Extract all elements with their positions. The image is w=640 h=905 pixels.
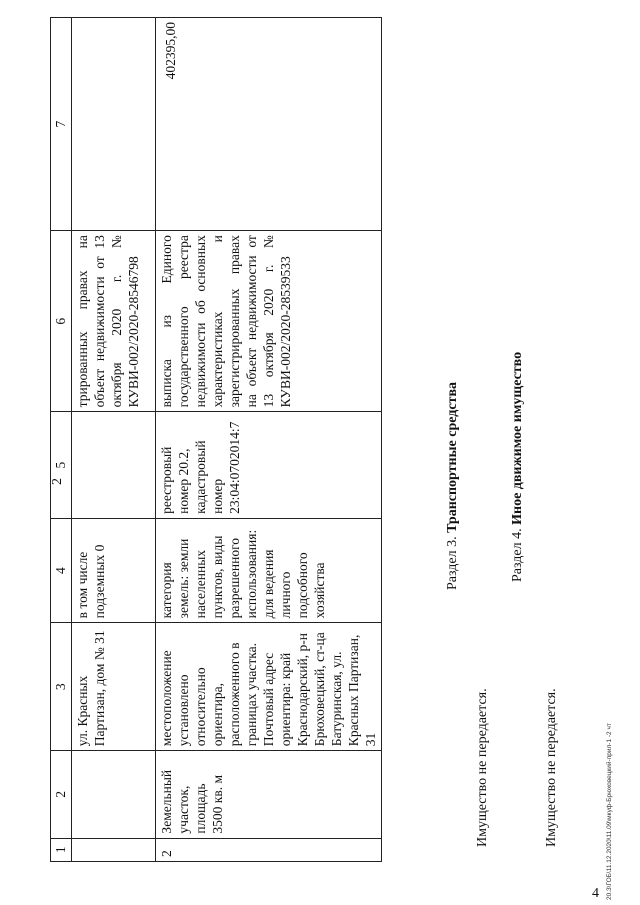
table-cell: категория земель: земли населенных пунктов, виды разрешенного использования: для ведения личного подсобного хозяйства xyxy=(156,518,382,622)
section-4-note: Имущество не передается. xyxy=(544,688,559,847)
section-3-heading: Раздел 3. Транспортные средства xyxy=(445,382,460,590)
rotated-content xyxy=(20,20,620,880)
table-cell xyxy=(72,18,156,231)
table-cell: ул. Красных Партизан, дом № 31 xyxy=(72,623,156,751)
row-number: 2 xyxy=(156,838,382,861)
value-cell: 402395,00 xyxy=(156,18,382,231)
column-header: 4 xyxy=(51,518,72,622)
table-row xyxy=(72,18,156,862)
table-cell: трированных правах на объект недвижимости от 13 октября 2020 г. № КУВИ-002/2020-28546798 xyxy=(72,231,156,412)
section-3-title: Транспортные средства xyxy=(445,382,460,533)
column-header: 3 xyxy=(51,623,72,751)
property-table xyxy=(50,17,382,862)
section-3-note: Имущество не передается. xyxy=(475,688,490,847)
table-cell: в том числе подземных 0 xyxy=(72,518,156,622)
table-row xyxy=(156,18,382,862)
file-stamp: 20.3\ГОБ\11.12.2020\11.09\мкуф-Брюховецкий-прил-1 -2 чт xyxy=(606,723,613,900)
column-header: 1 xyxy=(51,838,72,861)
sheet-number: 4 xyxy=(592,886,599,901)
table-cell xyxy=(72,751,156,838)
section-4-title: Иное движимое имущество xyxy=(510,351,525,525)
table-cell: выписка из Единого государственного реестра недвижимости об основных характеристиках и зарегистрированных правах на объект недвижимости от 13 октября 2020 г. № КУВИ-002/2020-28539533 xyxy=(156,231,382,412)
column-header: 6 xyxy=(51,231,72,412)
table-cell xyxy=(72,838,156,861)
table-cell: местоположение установлено относительно ориентира, расположенного в границах участка. Почтовый адрес ориентира: край Краснодарский, р-н Брюховецкий, ст-ца Батуринская, ул. Красных Партизан, 31 xyxy=(156,623,382,751)
column-header: 2 xyxy=(51,751,72,838)
column-header: 5 xyxy=(51,412,72,519)
column-header: 7 xyxy=(51,18,72,231)
table-header-row xyxy=(51,18,72,862)
table-cell: реестровый номер 20.2, кадастровый номер 23:04:0702014:7 xyxy=(156,412,382,519)
table-cell: Земельный участок, площадь 3500 кв. м xyxy=(156,751,382,838)
page-number: 2 xyxy=(50,478,65,485)
section-4-heading: Раздел 4. Иное движимое имущество xyxy=(510,351,525,582)
table-cell xyxy=(72,412,156,519)
